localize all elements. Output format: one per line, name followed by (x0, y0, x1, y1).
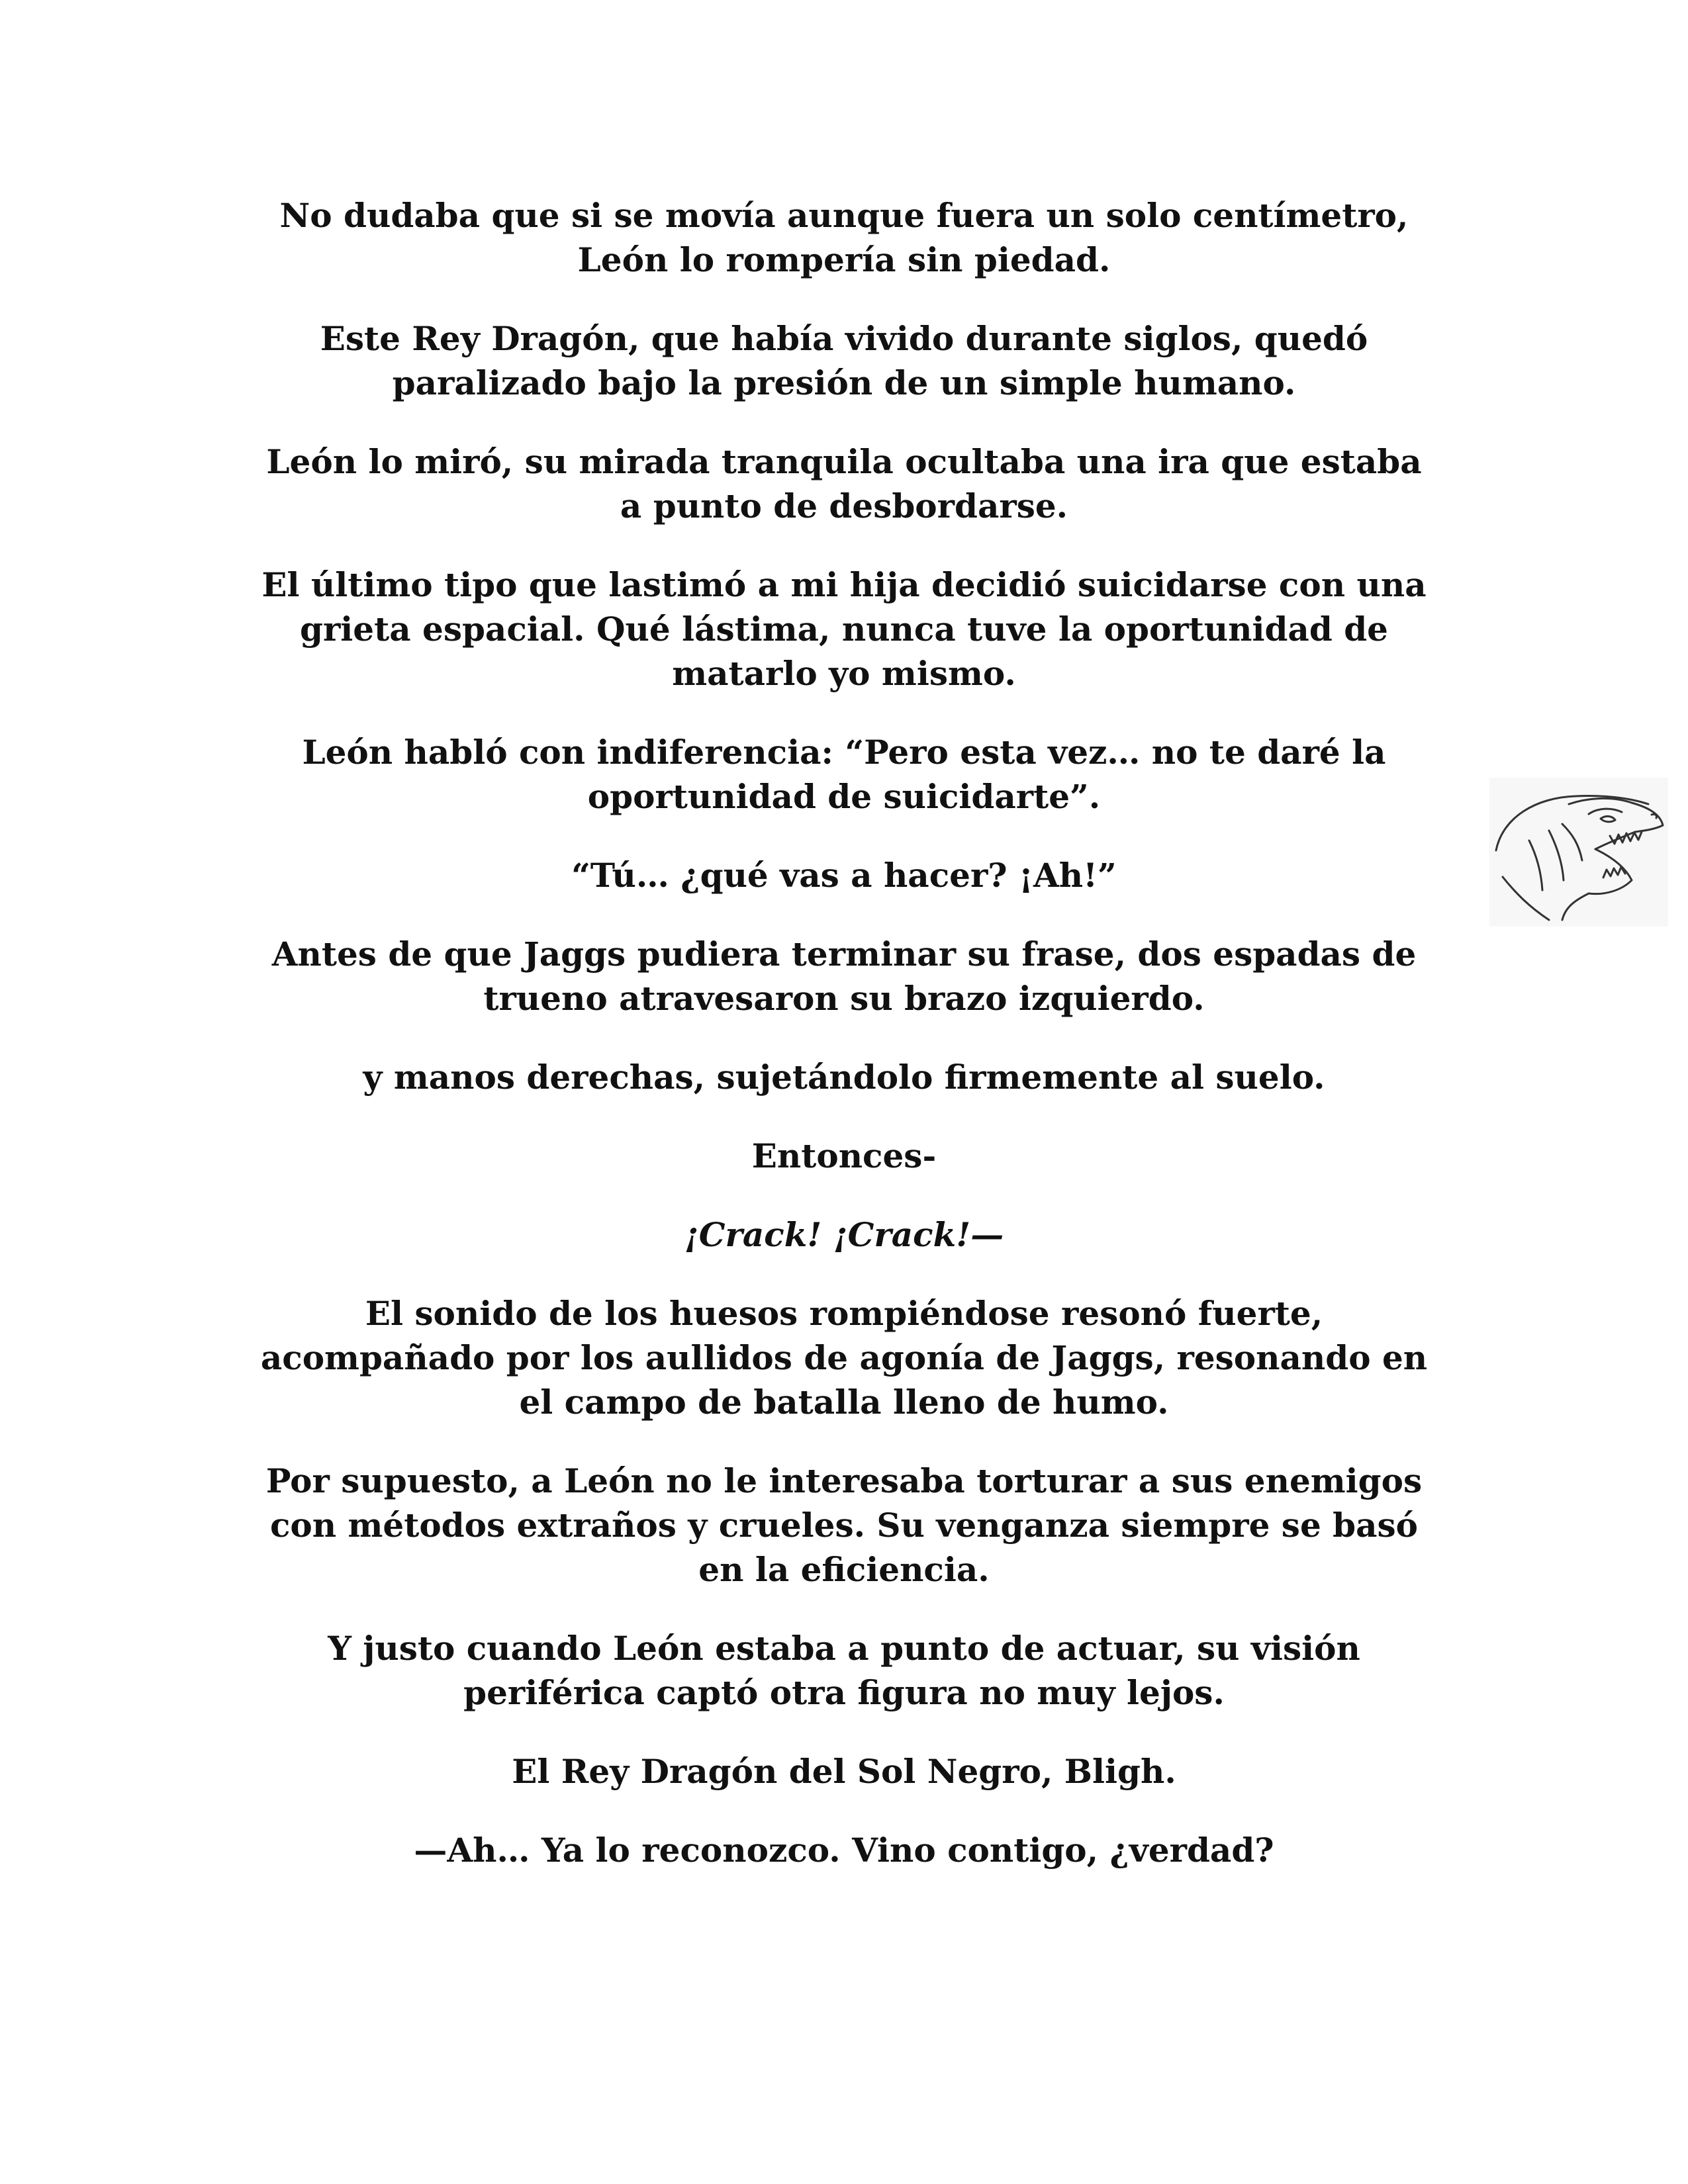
paragraph-5: León habló con indiferencia: “Pero esta vez… no te daré la oportunidad de suicidarte”. (302, 733, 1386, 816)
paragraph-8: y manos derechas, sujetándolo firmemente al suelo. (363, 1058, 1325, 1097)
paragraph-7: Antes de que Jaggs pudiera terminar su frase, dos espadas de trueno atravesaron su brazo izquierdo. (271, 934, 1417, 1018)
paragraph-4: El último tipo que lastimó a mi hija decidió suicidarse con una grieta espacial. Qué lástima, nunca tuve la oportunidad de matarlo yo mismo. (261, 565, 1427, 693)
body-text (225, 193, 1463, 1907)
paragraph-14: El Rey Dragón del Sol Negro, Bligh. (512, 1752, 1176, 1791)
sound-effect: ¡Crack! ¡Crack!— (684, 1215, 1004, 1254)
paragraph-15: —Ah… Ya lo reconozco. Vino contigo, ¿verdad? (414, 1831, 1274, 1870)
paragraph-2: Este Rey Dragón, que había vivido durante siglos, quedó paralizado bajo la presión de un simple humano. (320, 319, 1368, 402)
paragraph-13: Y justo cuando León estaba a punto de actuar, su visión periférica captó otra figura no muy lejos. (328, 1629, 1360, 1712)
paragraph-12: Por supuesto, a León no le interesaba torturar a sus enemigos con métodos extraños y crueles. Su venganza siempre se basó en la eficiencia. (265, 1461, 1423, 1589)
paragraph-3: León lo miró, su mirada tranquila ocultaba una ira que estaba a punto de desbordarse. (266, 442, 1422, 525)
paragraph-9: Entonces- (751, 1136, 937, 1175)
dragon-head-sketch-icon (1489, 778, 1668, 927)
paragraph-11: El sonido de los huesos rompiéndose resonó fuerte, acompañado por los aullidos de agonía de Jaggs, resonando en el campo de batalla lleno de humo. (260, 1294, 1428, 1422)
paragraph-1: No dudaba que si se movía aunque fuera un solo centímetro, León lo rompería sin piedad. (279, 196, 1409, 279)
paragraph-6: “Tú… ¿qué vas a hacer? ¡Ah!” (571, 856, 1117, 895)
